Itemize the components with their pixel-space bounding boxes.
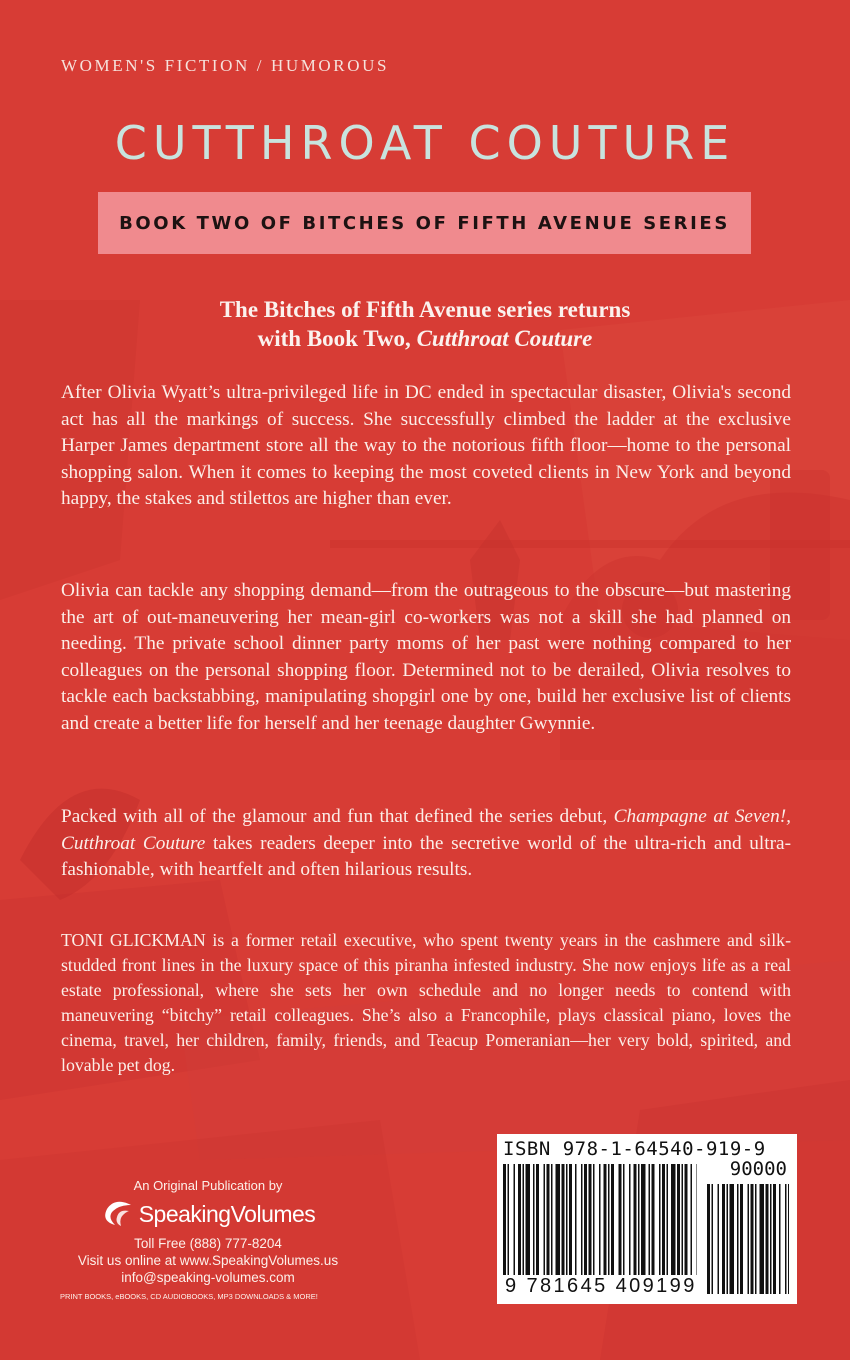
book-title: CUTTHROAT COUTURE [114,116,736,170]
publisher-phone: Toll Free (888) 777-8204 [134,1236,282,1251]
tagline-book-title: Cutthroat Couture [416,326,593,351]
swirl-logo-icon [101,1199,135,1229]
tagline-prefix: with Book Two, [257,326,417,351]
author-bio: TONI GLICKMAN is a former retail executive, who spent twenty years in the cashmere and silk-studded front lines in the luxury space of this piranha infested industry. She now enjoys life as a real estate professional, where she sets her own schedule and no longer needs to contend with maneuvering “bitchy” retail colleagues. She’s also a Francophile, plays classical piano, loves the cinema, travel, her children, family, friends, and Teacup Pomeranian—her very bold, spirited, and lovable pet dog. [61,930,791,1075]
price-code: 90000 [729,1158,787,1180]
description-p3-titles: Champagne at Seven!, Cutthroat Couture [61,806,791,854]
tagline [0,295,850,353]
description-paragraph-2: Olivia can tackle any shopping demand—from the outrageous to the obscure—but mastering the art of out-maneuvering her mean-girl co-workers was not a skill she had planned on needing. The private school dinner party moms of her past were nothing compared to her colleagues on the personal shopping floor. Determined not to be derailed, Olivia resolves to tackle each backstabbing, manipulating shopgirl one by one, build her exclusive list of clients and create a better life for herself and her teenage daughter Gwynnie. [61,580,791,734]
publisher-website: Visit us online at www.SpeakingVolumes.us [77,1253,339,1268]
description-paragraph-1: After Olivia Wyatt’s ultra-privileged life in DC ended in spectacular disaster, Olivia's second act has all the markings of success. She successfully climbed the ladder at the exclusive Harper James department store all the way to the notorious fifth floor—home to the personal shopping salon. When it comes to keeping the most coveted clients in New York and beyond happy, the stakes and stilettos are higher than ever. [61,382,791,509]
isbn-label: ISBN 978-1-64540-919-9 [503,1138,766,1160]
publisher-formats: PRINT BOOKS, eBOOKS, CD AUDIOBOOKS, MP3 DOWNLOADS & MORE! [60,1292,318,1301]
tagline-line-2 [0,324,850,353]
series-banner [98,192,751,254]
tagline-line-1: The Bitches of Fifth Avenue series returns [219,297,631,322]
publisher-intro: An Original Publication by [133,1178,283,1193]
isbn-barcode [497,1134,797,1304]
publisher-logo [58,1199,358,1229]
ean-digits: 9 781645 409199 [505,1275,697,1297]
publisher-email: info@speaking-volumes.com [121,1270,295,1285]
description-p3-start: Packed with all of the glamour and fun that defined the series debut, [61,806,614,827]
genre-label: WOMEN'S FICTION / HUMOROUS [61,56,390,75]
publisher-name: SpeakingVolumes [138,1200,316,1227]
publisher-block [58,1178,358,1301]
series-label: BOOK TWO OF BITCHES OF FIFTH AVENUE SERIES [119,212,730,234]
description-paragraph-3 [61,804,791,884]
description-p3-end: takes readers deeper into the secretive world of the ultra-rich and ultra-fashionable, with heartfelt and often hilarious results. [61,832,791,880]
